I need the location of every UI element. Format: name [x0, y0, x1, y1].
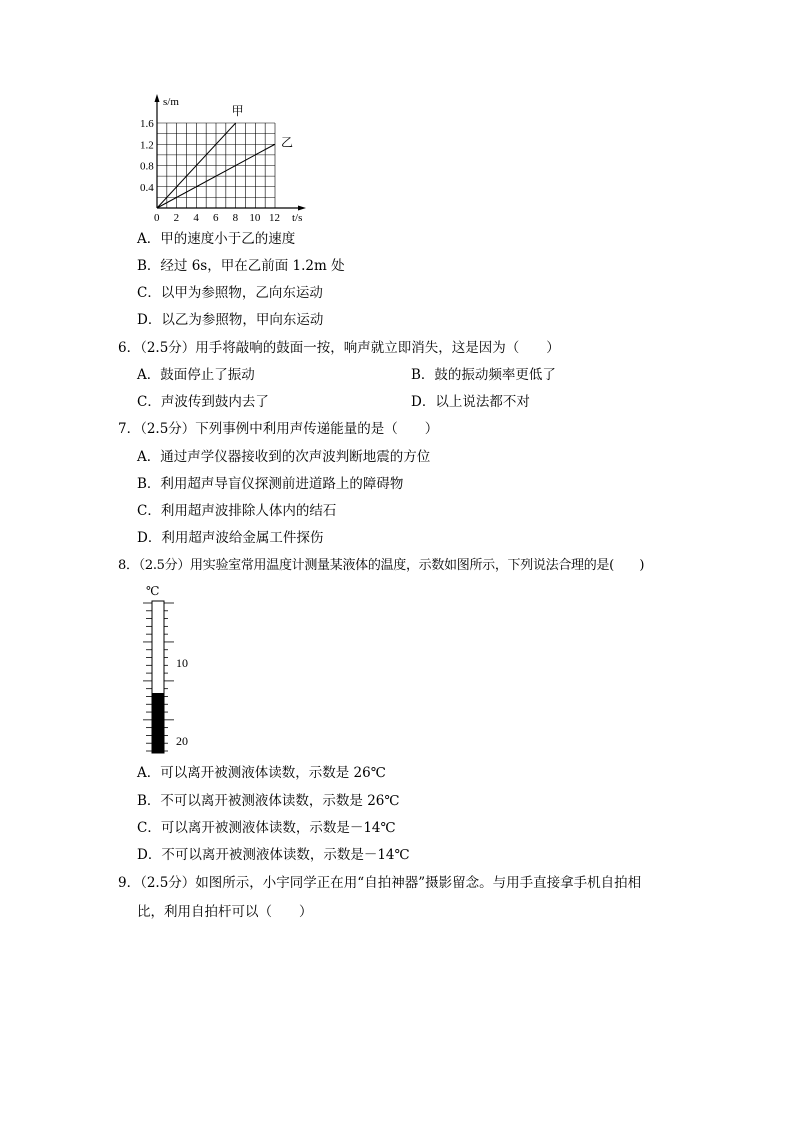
x-tick-label: 2: [173, 212, 180, 224]
q8-option-b: B．不可以离开被测液体读数，示数是 26℃: [137, 793, 400, 809]
thermometer-label-10: 10: [176, 656, 188, 670]
series-label-jia: 甲: [231, 104, 244, 118]
q7-option-d: D．利用超声波给金属工件探伤: [137, 530, 324, 546]
x-tick-label: 6: [213, 212, 219, 224]
q9-stem-line1: 9．（2.5分）如图所示，小宇同学正在用“自拍神器”摄影留念。与用手直接拿手机自拍相: [118, 875, 642, 891]
distance-time-chart: [140, 90, 320, 225]
q7-option-a: A．通过声学仪器接收到的次声波判断地震的方位: [137, 449, 431, 465]
q6-option-c: C．声波传到鼓内去了: [137, 394, 269, 410]
q5-option-d: D．以乙为参照物，甲向东运动: [137, 312, 324, 328]
q6-option-d: D．以上说法都不对: [411, 394, 530, 410]
q6-option-b: B．鼓的振动频率更低了: [411, 367, 556, 383]
q7-option-b: B．利用超声导盲仪探测前进道路上的障碍物: [137, 476, 404, 492]
q6-option-a: A．鼓面停止了振动: [137, 367, 255, 383]
thermometer-liquid-column: [152, 693, 164, 753]
x-tick-label: 0: [154, 212, 160, 224]
y-tick-label: 1.6: [140, 118, 154, 130]
thermometer-figure: [136, 583, 206, 758]
q8-option-a: A．可以离开被测液体读数，示数是 26℃: [137, 765, 386, 781]
chart-series: [157, 104, 293, 208]
x-tick-label: 8: [232, 212, 239, 224]
q5-option-c: C．以甲为参照物，乙向东运动: [137, 285, 323, 301]
thermometer-label-20: 20: [176, 734, 188, 748]
x-tick-label: 4: [193, 212, 199, 224]
thermometer-unit: ℃: [146, 584, 160, 598]
q9-stem-line2: 比，利用自拍杆可以（ ）: [137, 904, 313, 920]
x-tick-label: 12: [269, 212, 280, 224]
x-axis-label: t/s: [292, 212, 303, 224]
x-axis-arrow: [298, 206, 306, 211]
y-axis-label: s/m: [163, 96, 179, 108]
q8-option-d: D．不可以离开被测液体读数，示数是－14℃: [137, 847, 410, 863]
y-axis-arrow: [155, 94, 160, 102]
q8-stem: 8．（2.5分）用实验室常用温度计测量某液体的温度，示数如图所示，下列说法合理的是( ): [118, 558, 645, 573]
chart-grid: [157, 123, 275, 208]
series-label-yi: 乙: [281, 135, 294, 150]
y-tick-label: 1.2: [140, 139, 154, 152]
q7-stem: 7．（2.5分）下列事例中利用声传递能量的是（ ）: [118, 421, 439, 437]
y-tick-label: 0.4: [140, 181, 154, 194]
y-tick-label: 0.8: [140, 160, 154, 173]
x-tick-label: 10: [249, 212, 261, 224]
q7-option-c: C．利用超声波排除人体内的结石: [137, 503, 337, 519]
q6-stem: 6．（2.5分）用手将敲响的鼓面一按，响声就立即消失，这是因为（ ）: [118, 340, 560, 356]
q5-option-b: B．经过 6s，甲在乙前面 1.2m 处: [137, 258, 345, 274]
q8-option-c: C．可以离开被测液体读数，示数是－14℃: [137, 820, 396, 836]
q5-option-a: A．甲的速度小于乙的速度: [137, 231, 296, 247]
